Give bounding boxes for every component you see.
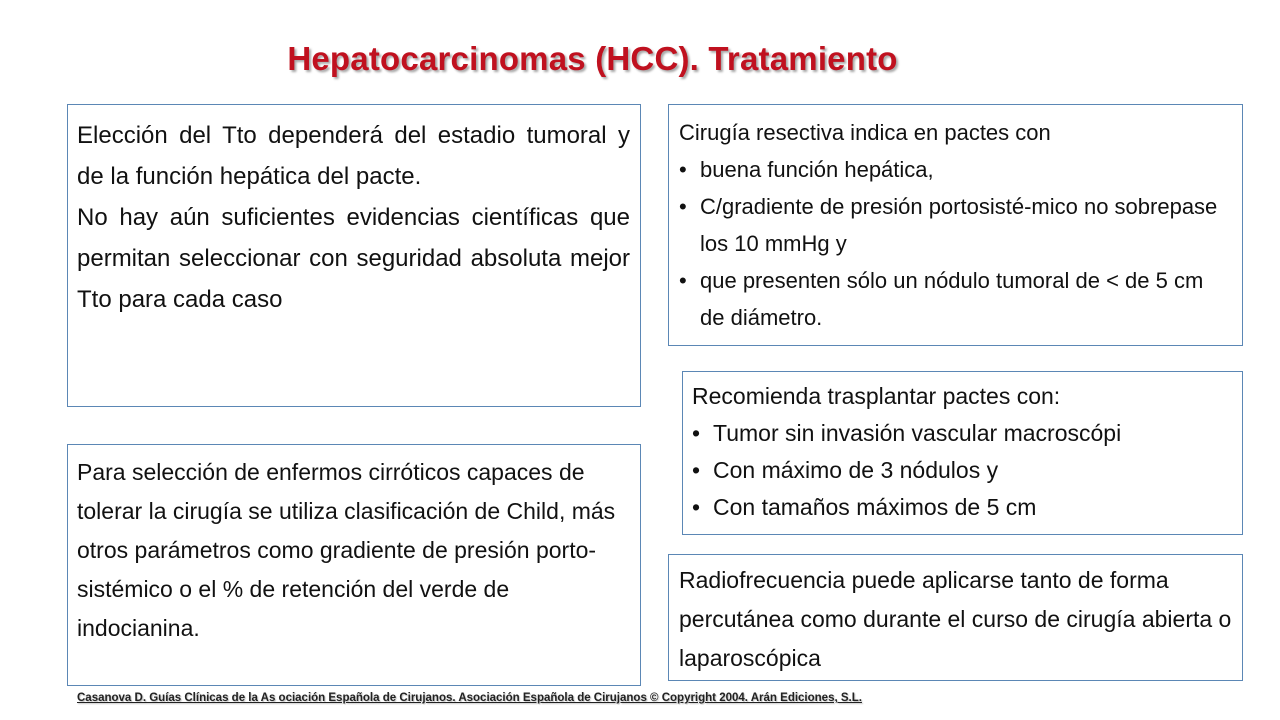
list-item: • Con tamaños máximos de 5 cm	[692, 489, 1234, 526]
treatment-choice-box	[67, 104, 641, 407]
treatment-choice-paragraph: Elección del Tto dependerá del estadio tumoral y de la función hepática del pacte.	[77, 122, 630, 190]
evidence-paragraph: No hay aún suficientes evidencias científicas que permitan seleccionar con seguridad absoluta mejor Tto para cada caso	[77, 204, 630, 313]
citation-footer: Casanova D. Guías Clínicas de la As ociación Española de Cirujanos. Asociación Española de Cirujanos © Copyright 2004. Arán Ediciones, S.L.	[77, 692, 862, 704]
child-classification-box	[67, 444, 641, 686]
resective-surgery-box	[668, 104, 1243, 346]
bullet-icon: •	[679, 157, 687, 182]
resective-surgery-list	[679, 151, 1232, 336]
list-item: • que presenten sólo un nódulo tumoral de < de 5 cm de diámetro.	[679, 262, 1232, 336]
child-classification-text: Para selección de enfermos cirróticos capaces de tolerar la cirugía se utiliza clasificación de Child, más otros parámetros como gradiente de presión porto-sistémico o el % de retención del verde de indocianina.	[77, 459, 616, 641]
list-item: • buena función hepática,	[679, 151, 1232, 188]
bullet-icon: •	[692, 457, 701, 483]
list-item: • Con máximo de 3 nódulos y	[692, 452, 1234, 489]
list-item: • C/gradiente de presión portosisté-mico no sobrepase los 10 mmHg y	[679, 188, 1232, 262]
bullet-icon: •	[692, 494, 701, 520]
transplant-list	[692, 415, 1234, 526]
resective-surgery-lead: Cirugía resectiva indica en pactes con	[679, 120, 1051, 145]
radiofrequency-box	[668, 554, 1243, 681]
transplant-box	[682, 371, 1243, 535]
list-item: • Tumor sin invasión vascular macroscópi	[692, 415, 1234, 452]
bullet-icon: •	[679, 268, 687, 293]
transplant-lead: Recomienda trasplantar pactes con:	[692, 383, 1061, 409]
bullet-icon: •	[692, 420, 701, 446]
radiofrequency-text: Radiofrecuencia puede aplicarse tanto de forma percutánea como durante el curso de cirugía abierta o laparoscópica	[679, 567, 1232, 671]
bullet-icon: •	[679, 194, 687, 219]
slide-title: Hepatocarcinomas (HCC). Tratamiento	[287, 40, 898, 77]
